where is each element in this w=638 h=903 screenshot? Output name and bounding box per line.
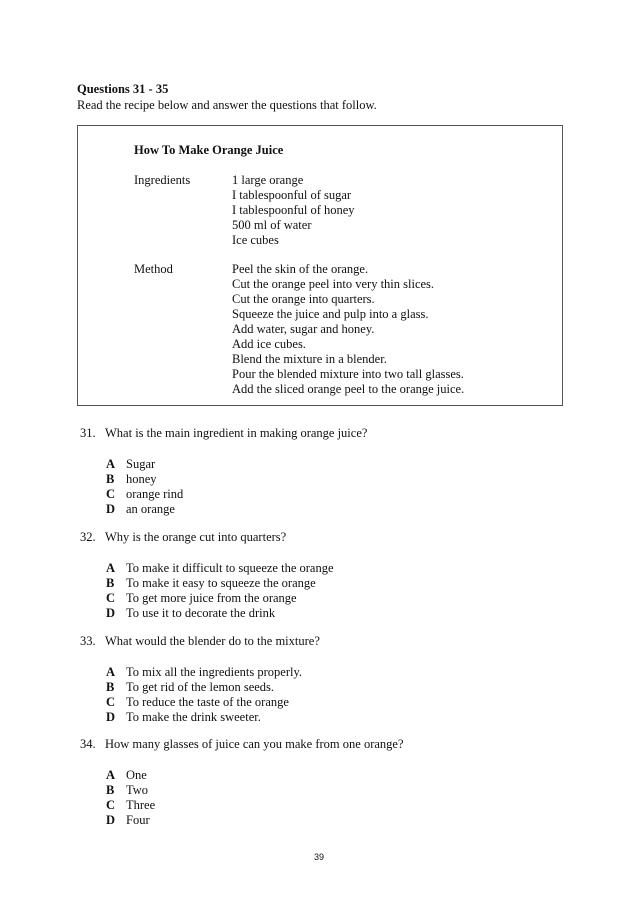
ingredient-item: I tablespoonful of sugar bbox=[232, 188, 352, 202]
method-step: Add ice cubes. bbox=[232, 337, 306, 351]
option-letter: A bbox=[106, 457, 116, 471]
answer-option[interactable] bbox=[106, 665, 302, 680]
question-number: 34. bbox=[80, 737, 96, 751]
answer-option[interactable] bbox=[106, 457, 183, 472]
option-letter: D bbox=[106, 606, 116, 620]
option-text: To use it to decorate the drink bbox=[126, 606, 276, 620]
option-text: Three bbox=[126, 798, 156, 812]
option-text: To mix all the ingredients properly. bbox=[126, 665, 303, 679]
option-text: Sugar bbox=[126, 457, 156, 471]
page-number: 39 bbox=[313, 852, 324, 862]
section-heading: Questions 31 - 35 bbox=[77, 82, 169, 96]
option-letter: D bbox=[106, 502, 116, 516]
ingredient-item: I tablespoonful of honey bbox=[232, 203, 355, 217]
answer-option[interactable] bbox=[106, 606, 334, 621]
method-step: Add water, sugar and honey. bbox=[232, 322, 375, 336]
option-text: To make the drink sweeter. bbox=[126, 710, 261, 724]
option-letter: D bbox=[106, 710, 116, 724]
answer-option[interactable] bbox=[106, 680, 302, 695]
method-step: Cut the orange into quarters. bbox=[232, 292, 375, 306]
answer-options bbox=[106, 457, 183, 517]
option-letter: A bbox=[106, 561, 116, 575]
answer-option[interactable] bbox=[106, 783, 155, 798]
option-text: To make it difficult to squeeze the orange bbox=[126, 561, 334, 575]
question-number: 31. bbox=[80, 426, 96, 440]
option-letter: B bbox=[106, 576, 115, 590]
question-text: What is the main ingredient in making orange juice? bbox=[105, 426, 368, 440]
recipe-title: How To Make Orange Juice bbox=[134, 143, 284, 157]
method-step: Add the sliced orange peel to the orange juice. bbox=[232, 382, 465, 396]
method-label: Method bbox=[134, 262, 173, 276]
answer-options bbox=[106, 561, 334, 621]
question-number: 32. bbox=[80, 530, 96, 544]
option-text: To reduce the taste of the orange bbox=[126, 695, 289, 709]
method-step: Peel the skin of the orange. bbox=[232, 262, 369, 276]
option-letter: A bbox=[106, 665, 116, 679]
option-text: To get rid of the lemon seeds. bbox=[126, 680, 275, 694]
question-number: 33. bbox=[80, 634, 96, 648]
option-text: an orange bbox=[126, 502, 175, 516]
instructions-text: Read the recipe below and answer the questions that follow. bbox=[77, 98, 377, 112]
answer-option[interactable] bbox=[106, 798, 155, 813]
option-letter: A bbox=[106, 768, 116, 782]
answer-option[interactable] bbox=[106, 591, 334, 606]
ingredient-item: Ice cubes bbox=[232, 233, 279, 247]
ingredient-item: 500 ml of water bbox=[232, 218, 312, 232]
answer-option[interactable] bbox=[106, 561, 334, 576]
option-text: To make it easy to squeeze the orange bbox=[126, 576, 316, 590]
answer-option[interactable] bbox=[106, 695, 302, 710]
option-letter: B bbox=[106, 783, 115, 797]
ingredients-label: Ingredients bbox=[134, 173, 191, 187]
method-step: Cut the orange peel into very thin slices. bbox=[232, 277, 435, 291]
option-letter: C bbox=[106, 591, 116, 605]
option-letter: D bbox=[106, 813, 116, 827]
option-text: Four bbox=[126, 813, 150, 827]
answer-options bbox=[106, 768, 155, 828]
answer-options bbox=[106, 665, 302, 725]
recipe-box bbox=[77, 125, 563, 406]
option-letter: B bbox=[106, 680, 115, 694]
method-list bbox=[232, 262, 464, 397]
ingredient-item: 1 large orange bbox=[232, 173, 304, 187]
answer-option[interactable] bbox=[106, 768, 155, 783]
option-text: orange rind bbox=[126, 487, 184, 501]
option-text: One bbox=[126, 768, 147, 782]
answer-option[interactable] bbox=[106, 472, 183, 487]
option-text: honey bbox=[126, 472, 157, 486]
question-text: What would the blender do to the mixture? bbox=[105, 634, 320, 648]
option-letter: C bbox=[106, 798, 116, 812]
question-text: How many glasses of juice can you make from one orange? bbox=[105, 737, 404, 751]
answer-option[interactable] bbox=[106, 502, 183, 517]
answer-option[interactable] bbox=[106, 487, 183, 502]
answer-option[interactable] bbox=[106, 576, 334, 591]
option-letter: C bbox=[106, 487, 116, 501]
option-letter: B bbox=[106, 472, 115, 486]
method-step: Blend the mixture in a blender. bbox=[232, 352, 387, 366]
option-letter: C bbox=[106, 695, 116, 709]
method-step: Pour the blended mixture into two tall glasses. bbox=[232, 367, 464, 381]
ingredients-list bbox=[232, 173, 355, 248]
method-step: Squeeze the juice and pulp into a glass. bbox=[232, 307, 429, 321]
option-text: Two bbox=[126, 783, 149, 797]
question-text: Why is the orange cut into quarters? bbox=[105, 530, 287, 544]
answer-option[interactable] bbox=[106, 710, 302, 725]
answer-option[interactable] bbox=[106, 813, 155, 828]
option-text: To get more juice from the orange bbox=[126, 591, 297, 605]
